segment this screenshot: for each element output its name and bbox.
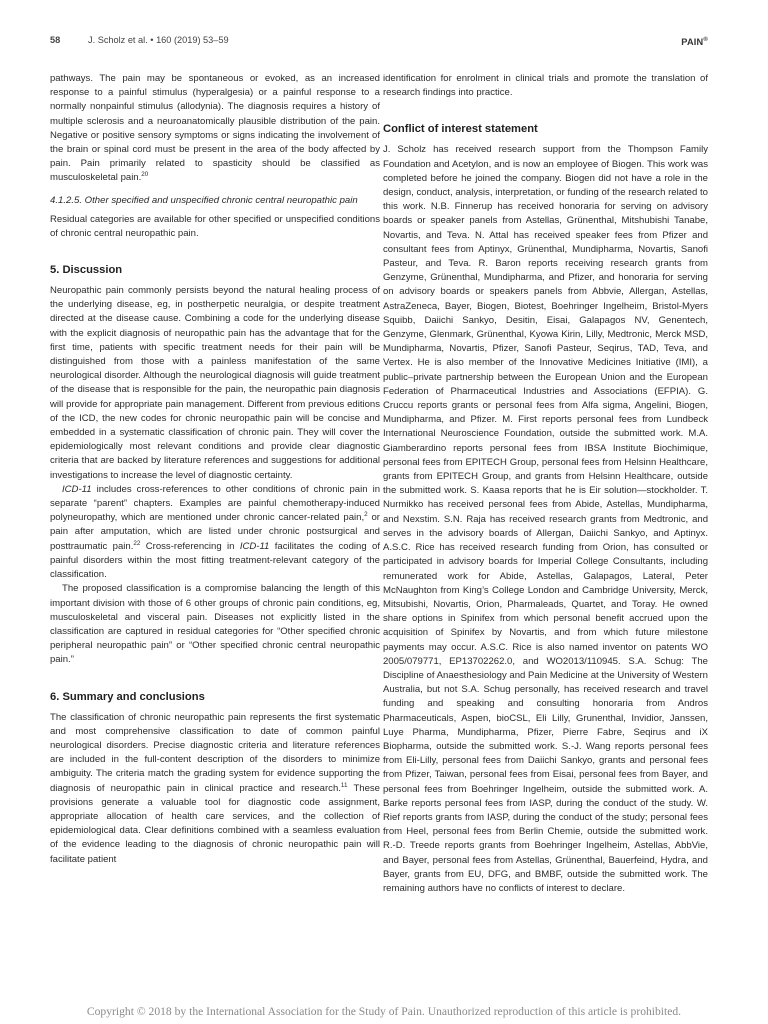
reference-marker: 20 [141,171,149,179]
reference-marker: 22 [133,539,141,547]
journal-name [681,33,708,49]
citation: J. Scholz et al. • 160 (2019) 53–59 [88,35,229,45]
paragraph-text: The classification of chronic neuropathic pain represents the first systematic and most comprehensive classification to date of common painful neurological disorders. Precise diagnostic criteria and literature references are included in the full-content description of the disorders to minimize ambiguity. The criteria match the grading system for evidence supporting the diagnosis of neuropathic pain in clinical practice and research. [50,711,380,794]
page-number: 58 [50,35,61,45]
icd-term: ICD-11 [239,540,270,552]
reference-marker: 11 [340,781,348,789]
subsection-heading: 4.1.2.5. Other specified and unspecified chronic central neuropathic pain [50,194,358,206]
summary-heading: 6. Summary and conclusions [50,690,205,703]
paragraph-discussion-3: The proposed classification is a compromise balancing the length of this important division with those of 6 other groups of chronic pain conditions, eg, musculoskeletal and visceral pain. Diseases not explicitly listed in the classification are captured in residual categories for “Other specified chronic peripheral neuropathic pain” or “Other specified chronic central neuropathic pain.” [50,583,380,666]
running-header [50,33,708,47]
paragraph-discussion-1: Neuropathic pain commonly persists beyond the natural healing process of the underlying disease, eg, in postherpetic neuralgia, or despite treatment directed at the disease cause. Combining a code for the underlying disease with the explicit diagnosis of neuropathic pain has the advantage that for the first time, patients with specific treatment needs for their pain will be distinguished from those with a painless manifestation of the same neurological disorder. Although the neurological diagnosis will guide treatment of the disease that is responsible for the pain, the neuropathic pain diagnosis will provide for appropriate pain management. Different from previous editions of the ICD, the new codes for chronic neuropathic pain will be concise and embedded in a systematic classification of chronic pain. They will cover the epidemiologically most relevant conditions and provide clear diagnostic criteria that are backed by literature references and suggestions for additional investigations to increase the level of diagnostic certainty. [50,285,380,481]
paragraph-text: These provisions generate a valuable tool for diagnostic code assignment, appropriate allocation of health care services, and the collection of epidemiological data. Clear definitions combined with a seamless evaluation of the evidence leading to the diagnosis of chronic neuropathic pain will facilitate patient [50,782,380,865]
paragraph-continuation: identification for enrolment in clinical trials and promote the translation of research findings into practice. [383,73,708,99]
paragraph-intro [50,72,380,186]
reference-marker: 2 [364,511,368,519]
paragraph-residual: Residual categories are available for other specified or unspecified conditions of chronic central neuropathic pain. [50,213,380,239]
discussion-heading: 5. Discussion [50,264,123,277]
paragraph-discussion-2 [50,483,380,582]
paragraph-text: or pain after amputation, which are listed under chronic postsurgical and posttraumatic pain. [50,512,380,552]
paragraph-summary [50,711,380,867]
paragraph-conflict-of-interest: J. Scholz has received research support from the Thompson Family Foundation and Acetylon, and is now an employee of Biogen. This work was completed before he joined the company. Biogen did not have a role in the design, conduct, analysis, interpretation, or funding of the research related to this work. N.B. Finnerup has received honoraria for serving on advisory boards or speaker panels from Astellas, Grünenthal, Mitshubishi Tanabe, Novartis, and Teva. N. Attal has received speaker fees from Pfizer and consultant fees from Aptinyx, Grünenthal, Mundipharma, Novartis, Sanofi Pasteur, and Teva. R. Baron reports receiving research grants from Genzyme, Grünenthal, Mundipharma, and Pfizer, and honoraria for serving on advisory boards or speakers panels from Abbvie, Allergan, Astellas, AstraZeneca, Bayer, Biogen, Biotest, Boehringer Ingelheim, Bristol-Myers Squibb, Daiichi Sankyo, Desitin, Eisai, Galapagos NV, Genentech, Genzyme, Glenmark, Grünenthal, Kyowa Kirin, Lilly, Medtronic, Merck MSD, Mundipharma, Novartis, Pfizer, Sanofi Pasteur, Seqirus, TAD, Teva, and Vertex. He is also member of the Innovative Medicines Initiative (IMI), a public–private partnership between the European Union and the European Federation of Pharmaceutical Industries and Associations (EFPIA). G. Cruccu reports grants or personal fees from Alfa sigma, Angelini, Biogen, Mundipharma, and Pfizer. M. First reports personal fees from Lundbeck International Neuroscience Foundation, outside the submitted work. M.A. Giamberardino reports personal fees from IBSA Institute Biochimique, personal fees from EPITECH Group, personal fees from Helsinn Healthcare, grants from EPITECH Group, and grants from Helsinn Healthcare, outside the submitted work. S. Kaasa reports that he is Eir solution—stockholder. T. Nurmikko has received personal fees from Abide, Astellas, Mundipharma, and Nexstim. S.N. Raja has received research grants from Medtronic, and serves in the advisory boards of Allergan, Daiichi Sankyo, and Aptinyx. A.S.C. Rice has received research funding from Orion, has consulted or participated in advisory boards for Imperial College Consultants, including remunerated work for Abide, Astellas, Galapagos, Lateral, Peter McNaughton from King’s College London and Cambridge University, Merck, Mitsubishi, Novartis, Orion, Pharmaleads, Quartet, and Toray. He owned share options in Spinifex from which personal benefit accrued upon the acquisition of Spinifex by Novartis, and from which future milestone payments may occur. A.S.C. Rice is also named inventor on patents WO 2005/079771, EP13702262.0, and WO2013/110945. S.A. Schug: The Discipline of Anaesthesiology and Pain Medicine at the University of Western Australia, but not S.A. Schug personally, has received research and travel funding and speaking and consulting honoraria from Andros Pharmaceuticals, Aspen, bioCSL, Eli Lilly, Grunenthal, Invidior, Janssen, Luye Pharma, Mundipharma, Pfizer, Pierre Fabre, Seqirus and iX Biopharma, outside the submitted work. S.-J. Wang reports personal fees from Eli-Lilly, personal fees from Daiichi Sankyo, grants and personal fees from Pfizer, Taiwan, personal fees from Eisai, personal fees from Bayer, and personal fees from Boehringer Ingelheim, outside the submitted work. A. Barke reports personal fees from IASP, during the conduct of the study. W. Rief reports grants from IASP, during the conduct of the study; personal fees from Heel, personal fees from Berlin Chemie, outside the submitted work. R.-D. Treede reports grants from Boehringer Ingelheim, Astellas, AbbVie, and Bayer, personal fees from Astellas, Grünenthal, Bauerfeind, Hydra, and Bayer, grants from EU, DFG, and BMBF, outside the submitted work. The remaining authors have no conflicts of interest to declare. [383,144,708,894]
registered-mark: ® [703,37,708,43]
paragraph-text: Cross-referencing in [140,540,240,552]
right-column [383,72,708,896]
journal-title: PAIN [681,37,704,48]
paragraph-text: facilitates the coding of painful disorders within the most fitting treatment-relevant category of the classification. [50,540,380,581]
paragraph-text: includes cross-references to other conditions of chronic pain in separate “parent” chapters. Examples are painful chemotherapy-induced polyneuropathy, which are mentioned under chronic cancer-related pain, [50,483,380,524]
paragraph-text: pathways. The pain may be spontaneous or evoked, as an increased response to a painful stimulus (hyperalgesia) or a painful response to a normally nonpainful stimulus (allodynia). The diagnosis requires a history of multiple sclerosis and a neuroanatomically plausible distribution of the pain. Negative or positive sensory symptoms or signs indicating the involvement of the brain or spinal cord must be present in the area of the body affected by pain. Pain primarily related to spasticity should be classified as musculoskeletal pain. [50,73,380,184]
conflict-of-interest-heading: Conflict of interest statement [383,123,538,136]
copyright-footer: Copyright © 2018 by the International Association for the Study of Pain. Unauthorized reproduction of this article is prohibited. [86,1005,682,1018]
icd-term: ICD-11 [62,483,92,495]
left-column [50,72,380,867]
